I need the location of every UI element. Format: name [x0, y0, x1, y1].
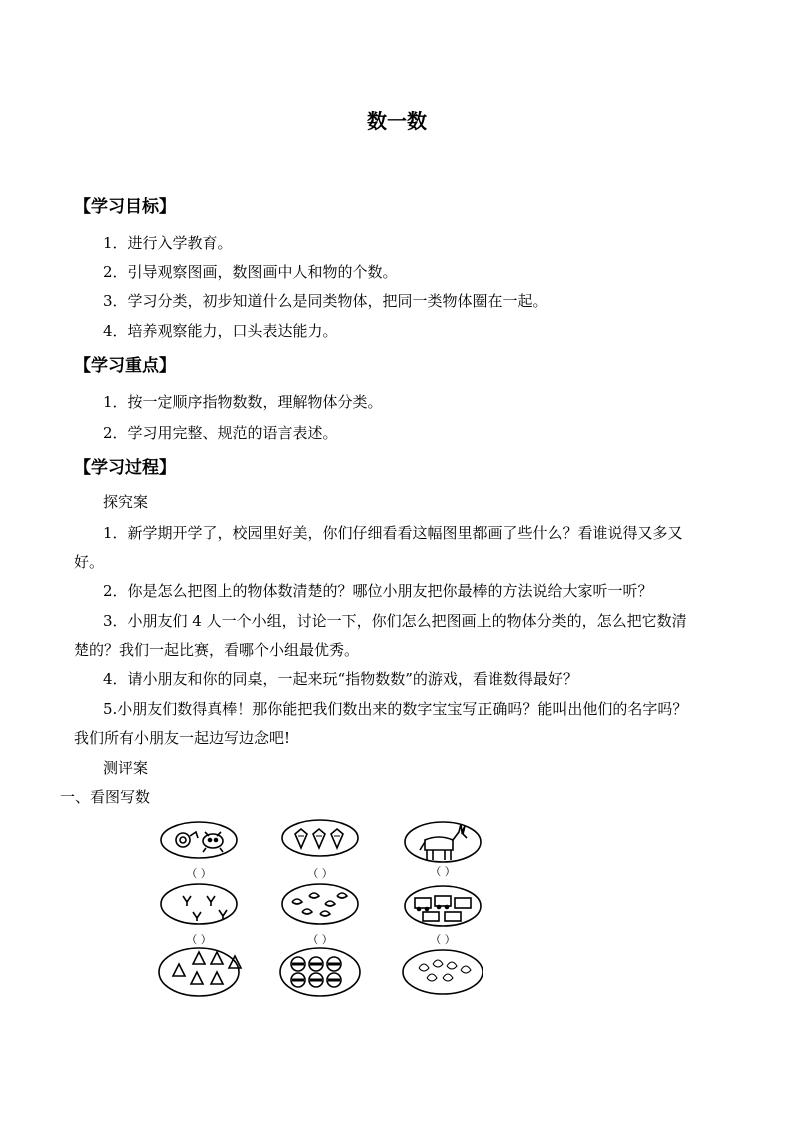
process-line-5: 楚的？我们一起比赛，看哪个小组最优秀。	[74, 641, 360, 659]
oval-r1c2	[282, 820, 358, 856]
goal-item-1: 1．进行入学教育。	[103, 234, 233, 252]
oval-r1c3	[405, 822, 481, 862]
owl-toy-icon	[176, 832, 198, 847]
page-title: 数一数	[367, 109, 427, 133]
donkey-icon	[420, 824, 467, 860]
answer-blank-r1c2[interactable]: （ ）	[307, 867, 333, 880]
process-heading: 【学习过程】	[74, 458, 176, 478]
focus-item-1: 1．按一定顺序指物数数，理解物体分类。	[103, 393, 383, 411]
process-line-8: 我们所有小朋友一起边写边念吧!	[74, 729, 291, 747]
focus-heading: 【学习重点】	[74, 356, 176, 376]
bus-icon	[415, 896, 471, 921]
strawberry-icon	[295, 829, 343, 848]
ball-icon	[291, 957, 341, 987]
answer-blank-r2c3[interactable]: （ ）	[430, 933, 456, 946]
oval-r3c2	[280, 948, 360, 996]
tulip-icon	[183, 896, 227, 921]
process-line-1: 1．新学期开学了，校园里好美，你们仔细看看这幅图里都画了些什么？看谁说得又多又	[103, 524, 683, 542]
oval-r1c1	[161, 822, 237, 858]
oval-r3c3	[403, 950, 483, 994]
counting-worksheet-figure	[157, 818, 483, 1002]
answer-blank-r2c1[interactable]: （ ）	[186, 933, 212, 946]
process-line-7: 5.小朋友们数得真棒！那你能把我们数出来的数字宝宝写正确吗？能叫出他们的名字吗？	[103, 700, 688, 718]
oval-r2c1	[161, 884, 237, 924]
goal-item-3: 3．学习分类，初步知道什么是同类物体，把同一类物体圈在一起。	[103, 292, 548, 310]
answer-blank-r1c3[interactable]: （ ）	[430, 865, 456, 878]
leaf-icon	[419, 960, 471, 981]
crab-toy-icon	[203, 832, 223, 852]
answer-blank-r2c2[interactable]: （ ）	[307, 933, 333, 946]
process-line-6: 4．请小朋友和你的同桌，一起来玩“指物数数”的游戏，看谁数得最好？	[103, 670, 578, 688]
process-line-2: 好。	[74, 553, 105, 571]
goals-heading: 【学习目标】	[74, 197, 176, 217]
explore-label: 探究案	[103, 493, 149, 511]
answer-blank-r1c1[interactable]: （ ）	[186, 867, 212, 880]
goal-item-4: 4．培养观察能力，口头表达能力。	[103, 322, 338, 340]
oval-r2c3	[405, 886, 481, 926]
exercise-title: 一、看图写数	[60, 788, 151, 806]
goal-item-2: 2．引导观察图画，数图画中人和物的个数。	[103, 263, 398, 281]
oval-r2c2	[282, 884, 358, 924]
focus-item-2: 2．学习用完整、规范的语言表述。	[103, 424, 338, 442]
bird-icon	[292, 893, 347, 916]
test-label: 测评案	[103, 759, 149, 777]
oval-r3c1	[159, 948, 241, 996]
process-line-3: 2．你是怎么把图上的物体数清楚的？哪位小朋友把你最棒的方法说给大家听一听？	[103, 582, 653, 600]
process-line-4: 3．小朋友们 4 人一个小组，讨论一下，你们怎么把图画上的物体分类的，怎么把它数清	[103, 612, 687, 630]
